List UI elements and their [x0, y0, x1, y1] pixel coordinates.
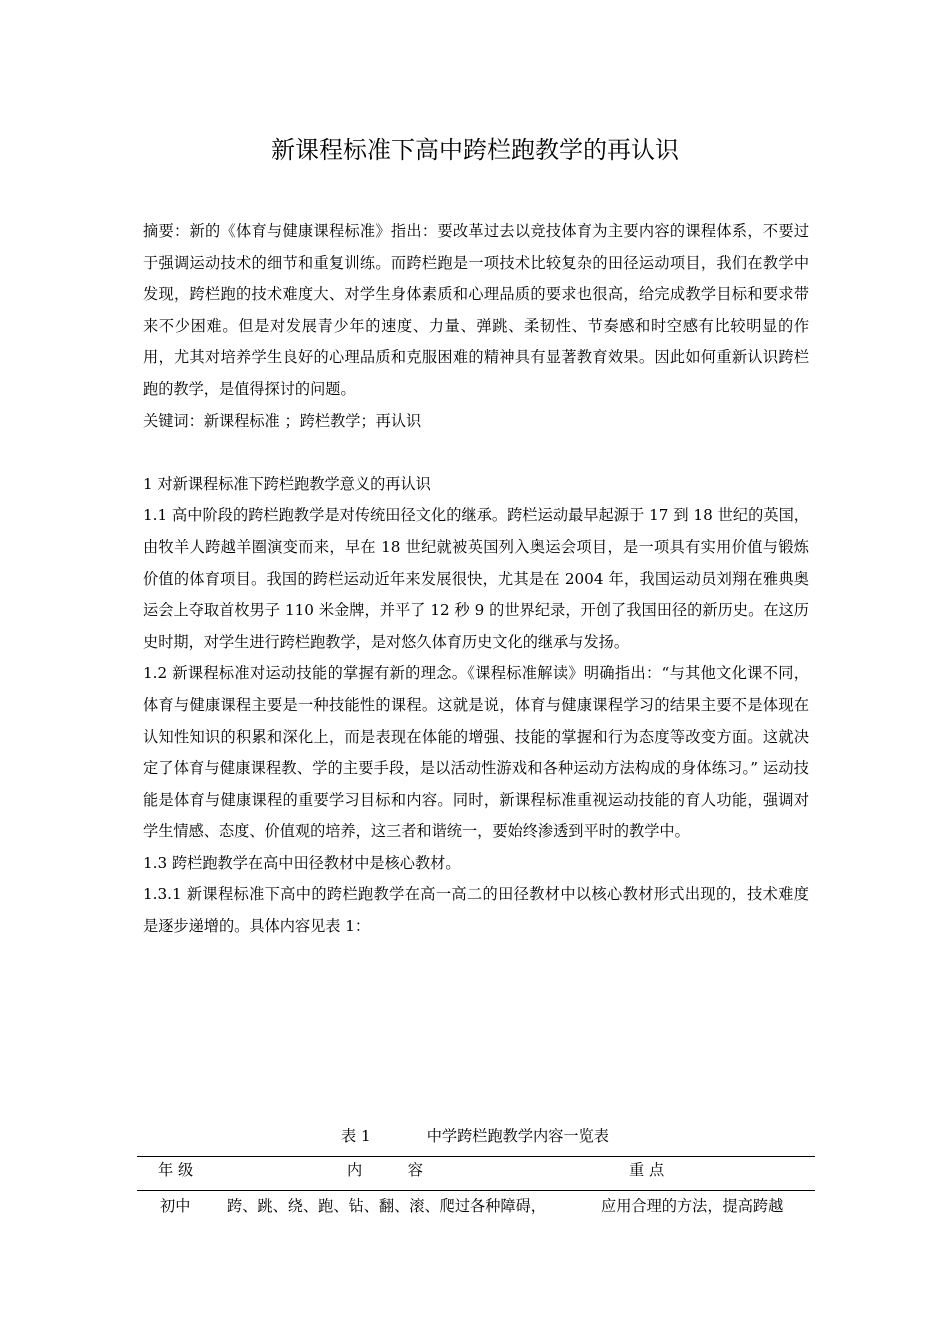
section-1-3-1-paragraph: 1.3.1 新课程标准下高中的跨栏跑教学在高一高二的田径教材中以核心教材形式出现的，技术难度是逐步递增的。具体内容见表 1： — [143, 885, 809, 936]
table-header-content: 内 容 — [347, 1161, 423, 1179]
table-top-rule — [137, 1156, 815, 1157]
table-cell-grade: 初中 — [160, 1197, 191, 1215]
table-cell-content: 跨、跳、绕、跑、钻、翻、滚、爬过各种障碍， — [227, 1197, 546, 1215]
table-caption-number: 表 1 — [341, 1127, 371, 1145]
table-header-grade: 年 级 — [158, 1161, 194, 1179]
table-caption — [0, 1124, 950, 1148]
keywords-line: 关键词：新课程标准 ；跨栏教学；再认识 — [143, 411, 422, 430]
paragraph-gap — [143, 437, 809, 469]
section-heading-1: 1 对新课程标准下跨栏跑教学意义的再认识 — [143, 474, 431, 493]
section-1-1-paragraph: 1.1 高中阶段的跨栏跑教学是对传统田径文化的继承。跨栏运动最早起源于 17 到 18 世纪的英国，由牧羊人跨越羊圈演变而来，早在 18 世纪就被英国列入奥运会项目，是一项具有实用价值与锻炼价值的体育项目。我国的跨栏运动近年来发展很快，尤其是在 2004 年，我国运动员刘翔在雅典奥运会上夺取首枚男子 110 米金牌，并平了 12 秒 9 的世界纪录，开创了我国田径的新历史。在这历史时期，对学生进行跨栏跑教学，是对悠久体育历史文化的继承与发扬。 — [143, 506, 809, 651]
table-header-focus: 重 点 — [629, 1161, 665, 1179]
document-title: 新课程标准下高中跨栏跑教学的再认识 — [271, 136, 679, 164]
section-1-2-paragraph: 1.2 新课程标准对运动技能的掌握有新的理念。《课程标准解读》明确指出：“与其他文化课不同，体育与健康课程主要是一种技能性的课程。这就是说，体育与健康课程学习的结果主要不是体现在认知性知识的积累和深化上，而是表现在体能的增强、技能的掌握和行为态度等改变方面。这就决定了体育与健康课程教、学的主要手段，是以活动性游戏和各种运动方法构成的身体练习。” 运动技能是体育与健康课程的重要学习目标和内容。同时，新课程标准重视运动技能的育人功能，强调对学生情感、态度、价值观的培养，这三者和谐统一，要始终渗透到平时的教学中。 — [143, 664, 809, 841]
table-cell-focus: 应用合理的方法，提高跨越 — [601, 1197, 784, 1215]
table-header-rule — [137, 1190, 815, 1191]
section-1-3-heading: 1.3 跨栏跑教学在高中田径教材中是核心教材。 — [143, 853, 461, 872]
abstract-paragraph: 摘要：新的《体育与健康课程标准》指出：要改革过去以竞技体育为主要内容的课程体系，不要过于强调运动技术的细节和重复训练。而跨栏跑是一项技术比较复杂的田径运动项目，我们在教学中发现，跨栏跑的技术难度大、对学生身体素质和心理品质的要求也很高，给完成教学目标和要求带来不少困难。但是对发展青少年的速度、力量、弹跳、柔韧性、节奏感和时空感有比较明显的作用，尤其对培养学生良好的心理品质和克服困难的精神具有显著教育效果。因此如何重新认识跨栏跑的教学，是值得探讨的问题。 — [143, 222, 809, 398]
table-caption-title: 中学跨栏跑教学内容一览表 — [426, 1127, 609, 1145]
document-body — [143, 216, 809, 943]
